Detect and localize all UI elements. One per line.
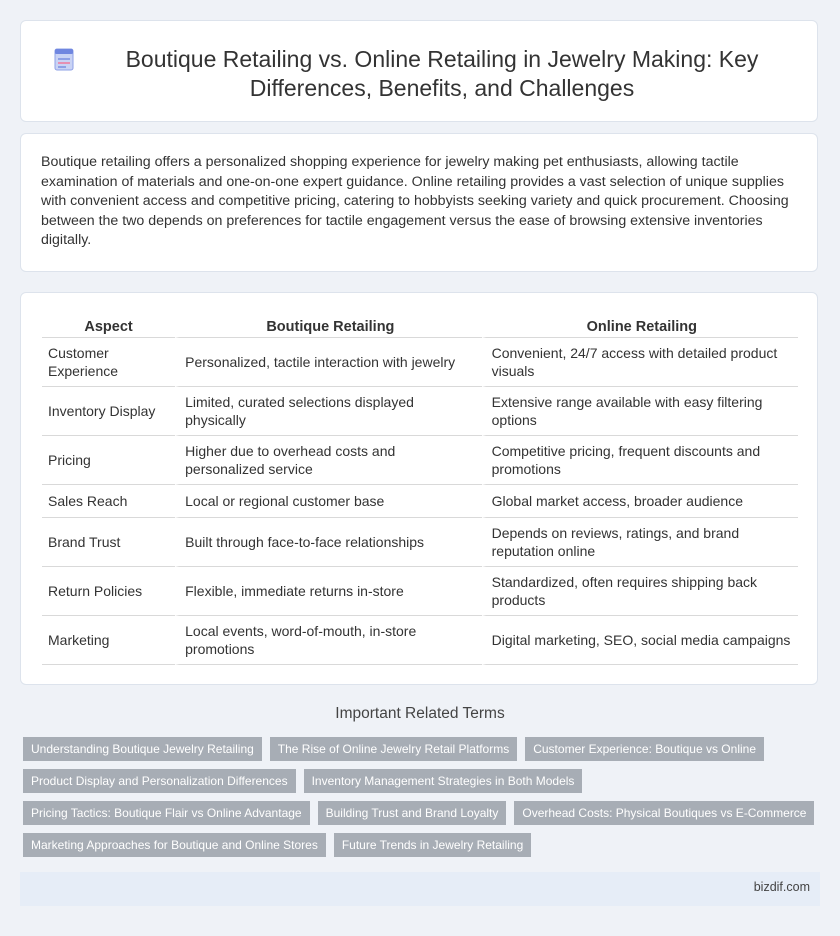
table-row xyxy=(42,338,798,387)
footer-brand[interactable]: bizdif.com xyxy=(753,880,810,894)
related-term-tag[interactable]: Inventory Management Strategies in Both Models xyxy=(304,769,583,793)
table-cell: Pricing xyxy=(42,436,175,485)
related-term-tag[interactable]: Building Trust and Brand Loyalty xyxy=(318,801,507,825)
table-cell: Customer Experience xyxy=(42,338,175,387)
table-cell: Flexible, immediate returns in-store xyxy=(175,567,482,616)
table-cell: Personalized, tactile interaction with jewelry xyxy=(175,338,482,387)
tag-row xyxy=(23,801,823,825)
table-cell: Higher due to overhead costs and personalized service xyxy=(175,436,482,485)
table-cell: Brand Trust xyxy=(42,518,175,567)
table-cell: Return Policies xyxy=(42,567,175,616)
table-cell: Local events, word-of-mouth, in-store promotions xyxy=(175,616,482,665)
intro-paragraph: Boutique retailing offers a personalized shopping experience for jewelry making pet enthusiasts, allowing tactile examination of materials and one-on-one expert guidance. Online retailing provides a vast selection of unique supplies with convenient access and competitive pricing, catering to hobbyists seeking variety and quick procurement. Choosing between the two depends on preferences for tactile engagement versus the ease of browsing extensive inventories digitally. xyxy=(41,154,789,249)
table-cell: Global market access, broader audience xyxy=(482,485,798,518)
related-terms-list xyxy=(23,737,823,865)
related-terms-heading: Important Related Terms xyxy=(335,705,505,722)
document-icon xyxy=(51,46,77,72)
comparison-card xyxy=(20,292,818,685)
table-cell: Standardized, often requires shipping back products xyxy=(482,567,798,616)
related-term-tag[interactable]: Future Trends in Jewelry Retailing xyxy=(334,833,531,857)
table-cell: Convenient, 24/7 access with detailed product visuals xyxy=(482,338,798,387)
intro-card xyxy=(20,133,818,272)
table-cell: Depends on reviews, ratings, and brand reputation online xyxy=(482,518,798,567)
table-cell: Sales Reach xyxy=(42,485,175,518)
tag-row xyxy=(23,833,823,857)
related-term-tag[interactable]: Understanding Boutique Jewelry Retailing xyxy=(23,737,262,761)
header-card xyxy=(20,20,818,122)
table-row xyxy=(42,387,798,436)
related-term-tag[interactable]: Customer Experience: Boutique vs Online xyxy=(525,737,764,761)
table-header-row xyxy=(42,317,798,338)
table-cell: Limited, curated selections displayed physically xyxy=(175,387,482,436)
related-term-tag[interactable]: Product Display and Personalization Differences xyxy=(23,769,296,793)
table-cell: Digital marketing, SEO, social media campaigns xyxy=(482,616,798,665)
table-cell: Inventory Display xyxy=(42,387,175,436)
page-title: Boutique Retailing vs. Online Retailing in Jewelry Making: Key Differences, Benefits, and Challenges xyxy=(125,46,759,101)
column-header-boutique: Boutique Retailing xyxy=(175,317,482,338)
tag-row xyxy=(23,769,823,793)
column-header-aspect: Aspect xyxy=(42,317,175,338)
related-term-tag[interactable]: Pricing Tactics: Boutique Flair vs Online Advantage xyxy=(23,801,310,825)
related-term-tag[interactable]: Marketing Approaches for Boutique and Online Stores xyxy=(23,833,326,857)
table-row xyxy=(42,485,798,518)
table-row xyxy=(42,518,798,567)
column-header-online: Online Retailing xyxy=(482,317,798,338)
table-row xyxy=(42,567,798,616)
related-term-tag[interactable]: Overhead Costs: Physical Boutiques vs E-Commerce xyxy=(514,801,814,825)
table-cell: Marketing xyxy=(42,616,175,665)
table-cell: Competitive pricing, frequent discounts and promotions xyxy=(482,436,798,485)
table-cell: Local or regional customer base xyxy=(175,485,482,518)
table-row xyxy=(42,616,798,665)
comparison-table xyxy=(42,317,798,665)
table-cell: Built through face-to-face relationships xyxy=(175,518,482,567)
table-row xyxy=(42,436,798,485)
footer-bar xyxy=(20,872,820,906)
tag-row xyxy=(23,737,823,761)
related-term-tag[interactable]: The Rise of Online Jewelry Retail Platforms xyxy=(270,737,517,761)
table-cell: Extensive range available with easy filtering options xyxy=(482,387,798,436)
